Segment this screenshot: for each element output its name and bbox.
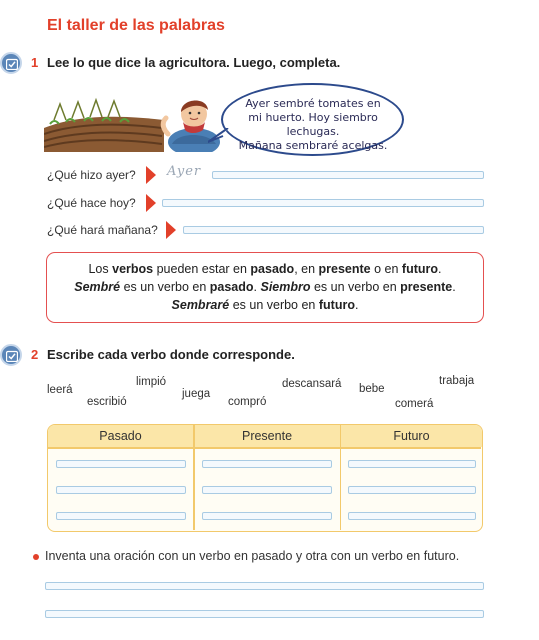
rule-keyword: pasado bbox=[250, 262, 295, 276]
rule-text: es un verbo en bbox=[310, 280, 401, 294]
rule-keyword: pasado bbox=[209, 280, 254, 294]
table-answer-line[interactable] bbox=[202, 512, 332, 520]
exercise-check-icon bbox=[0, 344, 22, 366]
table-answer-line[interactable] bbox=[56, 512, 186, 520]
rule-text: . bbox=[452, 280, 456, 294]
question-today: ¿Qué hace hoy? bbox=[47, 196, 136, 210]
arrow-marker bbox=[146, 166, 156, 184]
rule-keyword: presente bbox=[318, 262, 371, 276]
table-header-present: Presente bbox=[195, 425, 340, 447]
writing-line[interactable] bbox=[45, 582, 484, 590]
word-bank-verb: compró bbox=[228, 396, 267, 408]
farmer-illustration bbox=[44, 84, 224, 152]
speech-bubble-text bbox=[228, 97, 398, 153]
speech-line: mi huerto. Hoy siembro lechugas. bbox=[248, 111, 378, 138]
question-yesterday: ¿Qué hizo ayer? bbox=[47, 168, 136, 182]
answer-line[interactable] bbox=[212, 171, 484, 179]
rule-text: es un verbo en bbox=[120, 280, 210, 294]
word-bank-verb: comerá bbox=[395, 398, 434, 410]
rule-text: . bbox=[438, 262, 442, 276]
exercise-check-icon bbox=[0, 52, 22, 74]
page-title: El taller de las palabras bbox=[47, 17, 225, 34]
verb-table bbox=[47, 424, 483, 532]
rule-text: , en bbox=[294, 262, 319, 276]
speech-bubble-tail bbox=[208, 128, 230, 144]
word-bank-verb: juega bbox=[182, 388, 211, 400]
rule-keyword: futuro bbox=[318, 298, 355, 312]
answer-line[interactable] bbox=[183, 226, 484, 234]
rule-text: o en bbox=[370, 262, 402, 276]
rule-example-verb: Sembré bbox=[74, 280, 121, 294]
table-answer-line[interactable] bbox=[348, 486, 476, 494]
table-divider bbox=[193, 425, 195, 530]
table-header-future: Futuro bbox=[341, 425, 482, 447]
answer-line[interactable] bbox=[162, 199, 484, 207]
rule-example-verb: Siembro bbox=[260, 280, 311, 294]
bullet-icon bbox=[33, 554, 39, 560]
rule-text: pueden estar en bbox=[153, 262, 251, 276]
table-answer-line[interactable] bbox=[56, 486, 186, 494]
exercise-number: 1 bbox=[31, 55, 39, 70]
word-bank-verb: descansará bbox=[282, 378, 342, 390]
rule-example-verb: Sembraré bbox=[171, 298, 230, 312]
question-tomorrow: ¿Qué hará mañana? bbox=[47, 223, 158, 237]
table-divider bbox=[48, 447, 481, 449]
table-answer-line[interactable] bbox=[348, 460, 476, 468]
final-task-instruction: Inventa una oración con un verbo en pasado y otra con un verbo en futuro. bbox=[45, 549, 460, 563]
table-header-past: Pasado bbox=[48, 425, 193, 447]
arrow-marker bbox=[146, 194, 156, 212]
rule-line-1 bbox=[46, 262, 484, 276]
word-bank-verb: escribió bbox=[87, 396, 127, 408]
exercise-number: 2 bbox=[31, 347, 39, 362]
table-answer-line[interactable] bbox=[56, 460, 186, 468]
rule-keyword: presente bbox=[400, 280, 453, 294]
arrow-marker bbox=[166, 221, 176, 239]
speech-line: Ayer sembré tomates en bbox=[245, 97, 381, 110]
word-bank-verb: trabaja bbox=[439, 375, 475, 387]
word-bank-verb: leerá bbox=[47, 384, 73, 396]
rule-text: . bbox=[253, 280, 261, 294]
exercise-instruction: Lee lo que dice la agricultora. Luego, completa. bbox=[47, 55, 341, 70]
word-bank-verb: bebe bbox=[359, 383, 385, 395]
answer-example: Ayer bbox=[167, 164, 202, 179]
rule-line-3 bbox=[46, 298, 484, 312]
table-answer-line[interactable] bbox=[348, 512, 476, 520]
table-divider bbox=[340, 425, 342, 530]
table-answer-line[interactable] bbox=[202, 460, 332, 468]
word-bank-verb: limpió bbox=[136, 376, 167, 388]
speech-line: Mañana sembraré acelgas. bbox=[238, 139, 388, 152]
table-answer-line[interactable] bbox=[202, 486, 332, 494]
rule-text: Los bbox=[88, 262, 113, 276]
rule-keyword: futuro bbox=[401, 262, 439, 276]
rule-keyword: verbos bbox=[112, 262, 154, 276]
exercise-instruction: Escribe cada verbo donde corresponde. bbox=[47, 347, 295, 362]
rule-text: . bbox=[354, 298, 359, 312]
rule-text: es un verbo en bbox=[229, 298, 319, 312]
rule-line-2 bbox=[46, 280, 484, 294]
writing-line[interactable] bbox=[45, 610, 484, 618]
